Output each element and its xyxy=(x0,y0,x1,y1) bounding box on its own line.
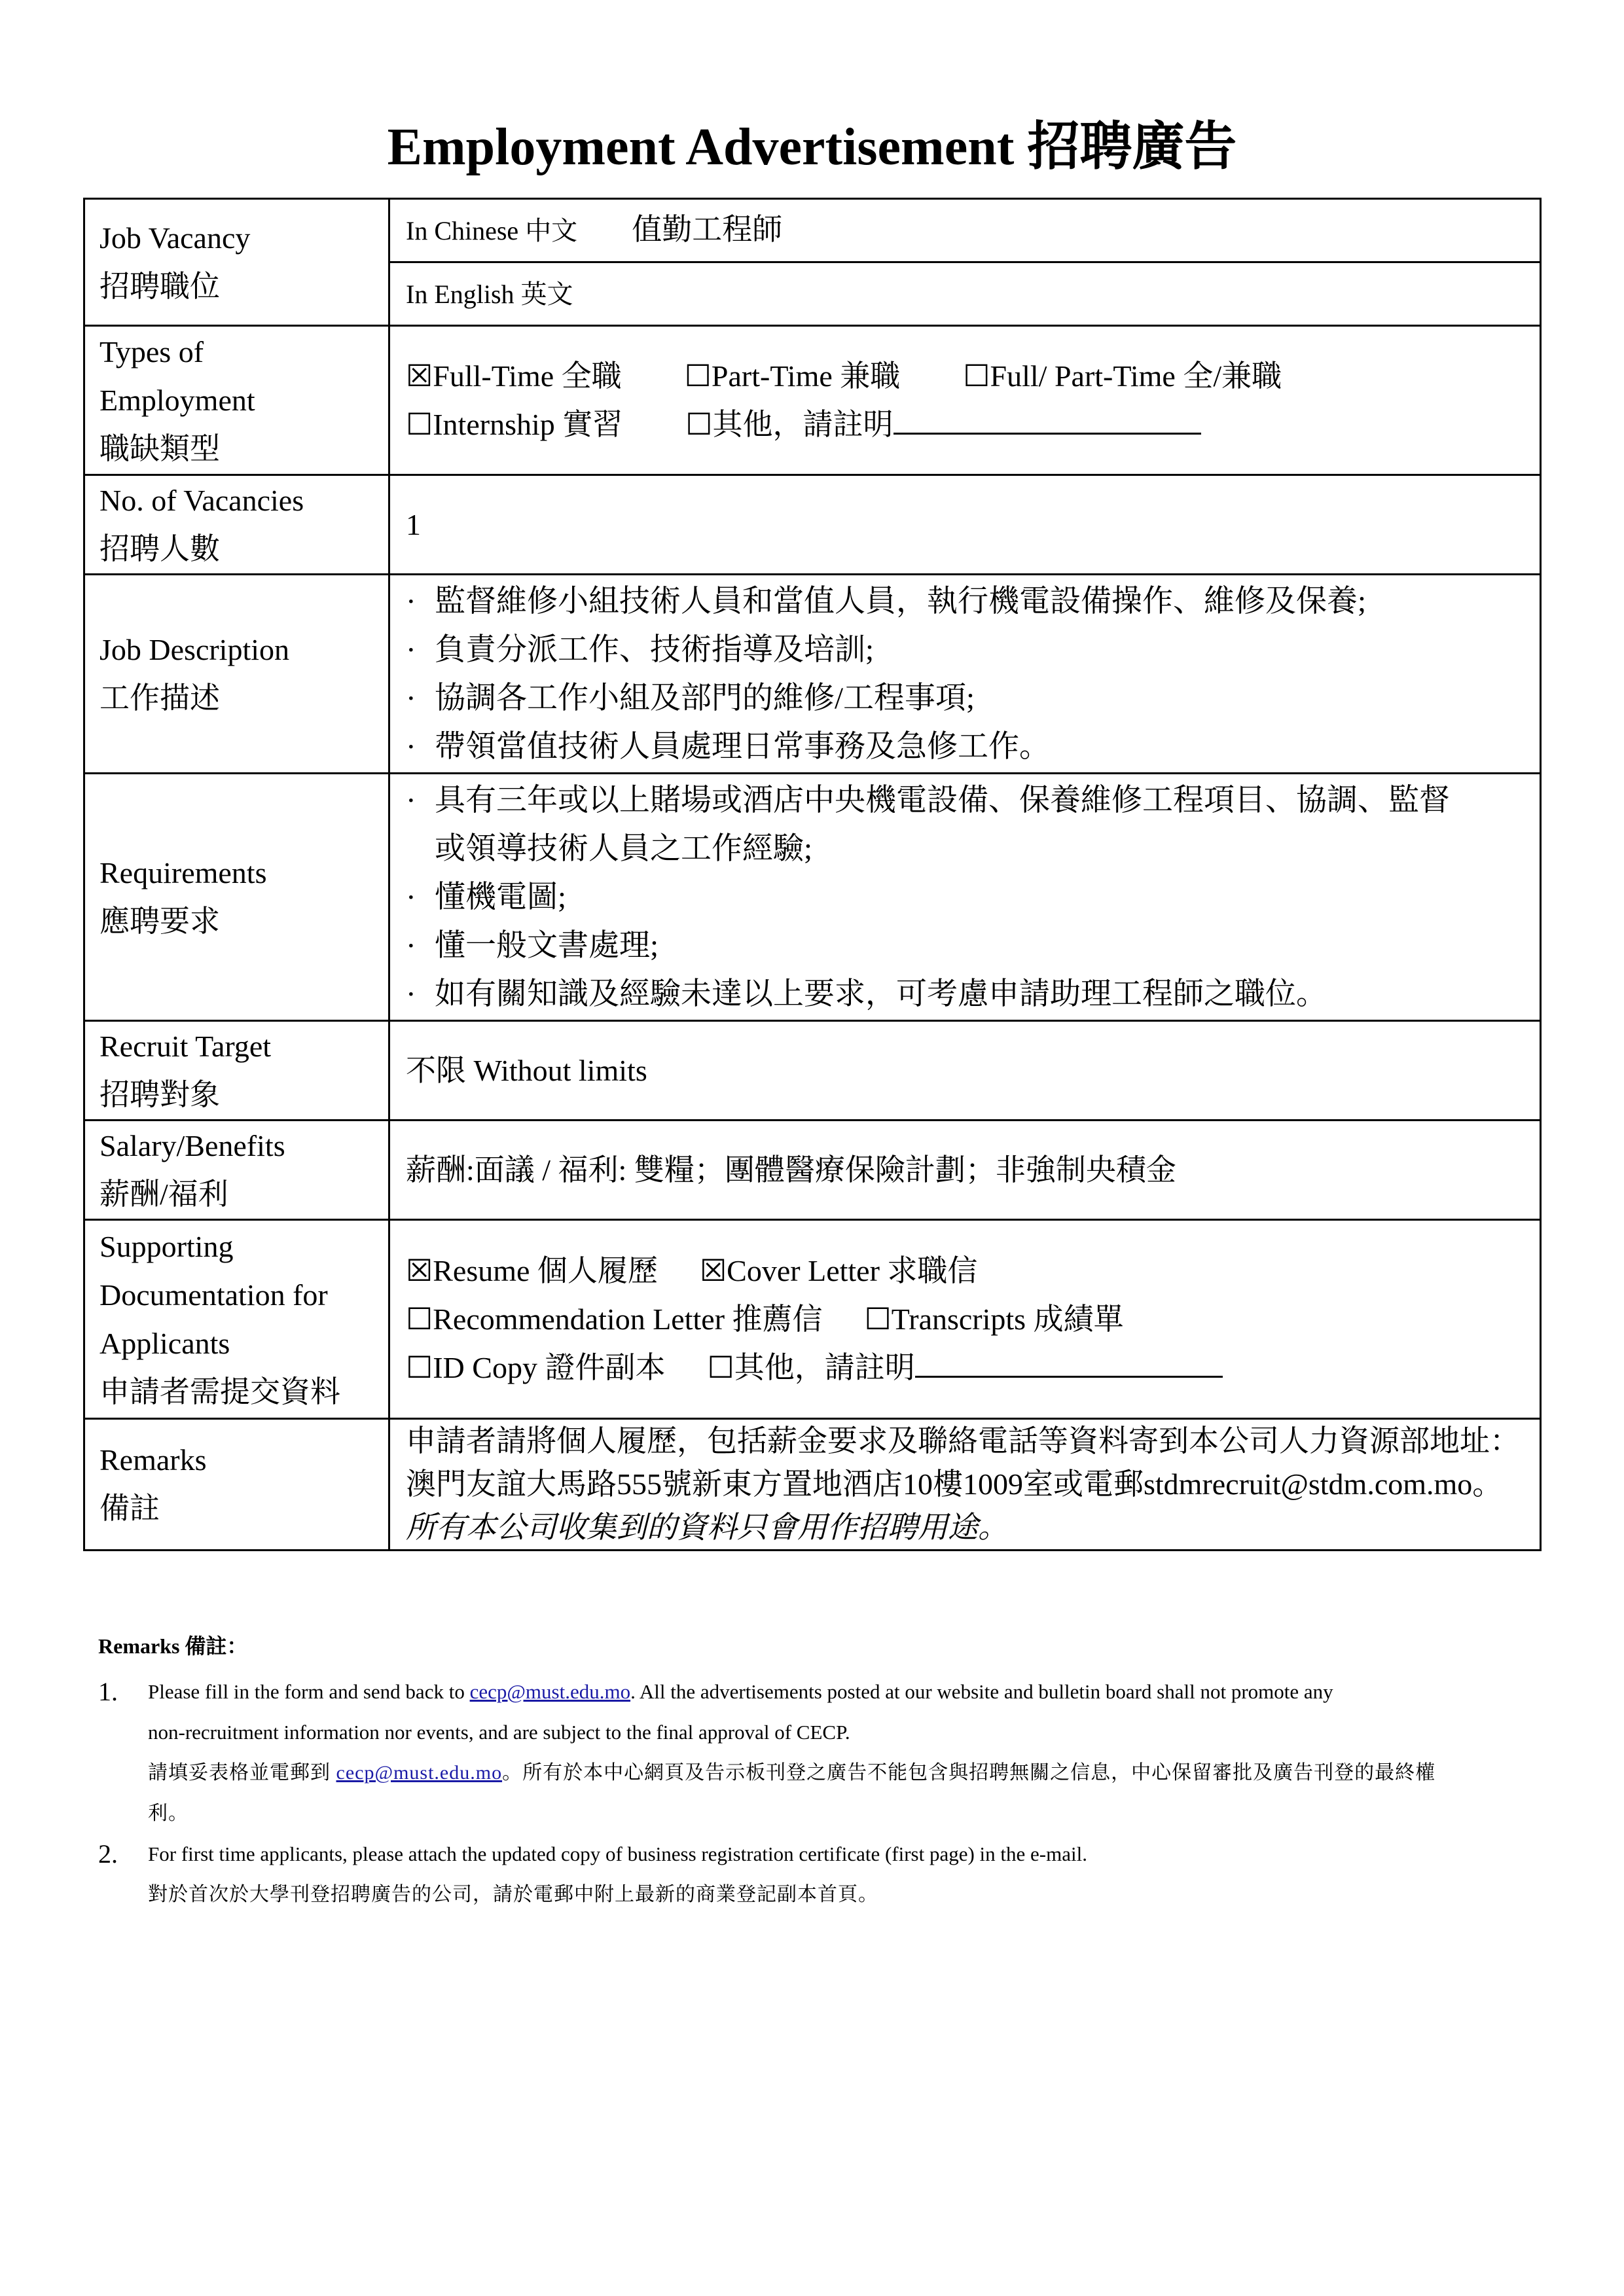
item-text: 懂一般文書處理; xyxy=(435,928,659,963)
employment-type-options xyxy=(389,326,1541,475)
item-text: 如有關知識及經驗未達以上要求，可考慮申請助理工程師之職位。 xyxy=(435,977,1327,1011)
note-number: 1. xyxy=(98,1677,118,1706)
label-vacancies xyxy=(84,475,389,575)
list-item xyxy=(406,674,1540,723)
option-full-time[interactable]: ☒Full-Time 全職 xyxy=(406,359,622,393)
email-link[interactable]: cecp@must.edu.mo xyxy=(469,1680,631,1703)
label-en-2: Employment xyxy=(99,383,255,417)
other-docs-blank[interactable] xyxy=(915,1347,1223,1378)
note-text-zh: 利。 xyxy=(148,1803,189,1824)
label-zh: 薪酬/福利 xyxy=(99,1177,228,1211)
field-english-title[interactable] xyxy=(389,262,1541,326)
bullet: · xyxy=(406,584,416,619)
label-remarks xyxy=(84,1419,389,1551)
bullet: · xyxy=(406,632,416,667)
notes-heading: Remarks 備註： xyxy=(98,1634,248,1658)
row-recruit-target xyxy=(84,1021,1541,1121)
row-vacancies xyxy=(84,475,1541,575)
list-item xyxy=(406,873,1540,922)
label-zh: 備註 xyxy=(99,1492,160,1525)
bullet: · xyxy=(406,783,416,817)
label-description xyxy=(84,575,389,774)
document-options xyxy=(389,1220,1541,1419)
note-text: For first time applicants, please attach the updated copy of business registration certificate (first page) in the e-mail. xyxy=(148,1842,1087,1865)
label-en: Requirements xyxy=(99,855,267,889)
list-item xyxy=(406,723,1540,771)
option-internship[interactable]: ☐Internship 實習 xyxy=(406,407,623,441)
option-part-time[interactable]: ☐Part-Time 兼職 xyxy=(684,359,901,393)
row-salary-benefits xyxy=(84,1121,1541,1220)
field-chinese-title[interactable] xyxy=(389,199,1541,262)
remarks-line: 澳門友誼大馬路555號新東方置地酒店10樓1009室或電郵stdmrecruit@stdm.com.mo。 xyxy=(406,1467,1503,1501)
label-en: Supporting xyxy=(99,1229,234,1263)
label-job-vacancy xyxy=(84,199,389,326)
item-text: 監督維修小組技術人員和當值人員，執行機電設備操作、維修及保養; xyxy=(435,584,1367,619)
bullet: · xyxy=(406,880,416,914)
label-en-2: Documentation for xyxy=(99,1278,328,1312)
bullet: · xyxy=(406,681,416,715)
option-recommendation-letter[interactable]: ☐Recommendation Letter 推薦信 xyxy=(406,1302,823,1336)
bullet: · xyxy=(406,928,416,963)
item-text: 懂機電圖; xyxy=(435,880,567,914)
label-en: Types of xyxy=(99,334,204,368)
list-item xyxy=(406,626,1540,674)
vacancies-value[interactable]: 1 xyxy=(389,475,1541,575)
label-types xyxy=(84,326,389,475)
option-cover-letter[interactable]: ☒Cover Letter 求職信 xyxy=(699,1253,978,1287)
label-target xyxy=(84,1021,389,1121)
other-specify-blank[interactable] xyxy=(893,404,1201,435)
label-requirements xyxy=(84,774,389,1021)
list-item xyxy=(406,922,1540,970)
label-zh: 工作描述 xyxy=(99,681,220,715)
page-title: Employment Advertisement 招聘廣告 xyxy=(387,118,1237,176)
label-en: Remarks xyxy=(99,1443,207,1477)
option-other-docs[interactable]: ☐其他，請註明 xyxy=(707,1350,915,1384)
label-salary xyxy=(84,1121,389,1220)
description-list[interactable] xyxy=(389,575,1541,774)
label-en: No. of Vacancies xyxy=(99,483,304,517)
target-value[interactable]: 不限 Without limits xyxy=(389,1021,1541,1121)
note-text: . All the advertisements posted at our website and bulletin board shall not promote any xyxy=(630,1680,1333,1703)
label-en: Salary/Benefits xyxy=(99,1128,285,1162)
remarks-line: 申請者請將個人履歷，包括薪金要求及聯絡電話等資料寄到本公司人力資源部地址： xyxy=(406,1424,1520,1458)
in-chinese-label: In Chinese 中文 xyxy=(406,216,578,245)
list-item-continued: 或領導技術人員之工作經驗; xyxy=(435,831,813,866)
note-text-zh: 請填妥表格並電郵到 xyxy=(148,1762,336,1784)
row-job-vacancy xyxy=(84,199,1541,262)
note-2 xyxy=(98,1834,1538,1915)
label-zh: 職缺類型 xyxy=(99,431,220,465)
label-en: Job Vacancy xyxy=(99,221,251,255)
list-item xyxy=(406,776,1540,825)
item-text: 具有三年或以上賭場或酒店中央機電設備、保養維修工程項目、協調、監督 xyxy=(435,783,1450,817)
list-item xyxy=(406,577,1540,626)
remarks-line-privacy: 所有本公司收集到的資料只會用作招聘用途。 xyxy=(406,1511,1008,1544)
chinese-title-value: 值勤工程師 xyxy=(632,213,783,246)
label-docs xyxy=(84,1220,389,1419)
option-id-copy[interactable]: ☐ID Copy 證件副本 xyxy=(406,1350,666,1384)
label-zh: 招聘人數 xyxy=(99,531,220,565)
bullet: · xyxy=(406,977,416,1011)
note-number: 2. xyxy=(98,1839,118,1869)
salary-value[interactable]: 薪酬:面議 / 福利: 雙糧；團體醫療保險計劃；非強制央積金 xyxy=(389,1121,1541,1220)
note-text-zh: 對於首次於大學刊登招聘廣告的公司，請於電郵中附上最新的商業登記副本首頁。 xyxy=(148,1884,878,1905)
option-transcripts[interactable]: ☐Transcripts 成績單 xyxy=(864,1302,1124,1336)
footnotes xyxy=(98,1630,1538,1915)
row-remarks xyxy=(84,1419,1541,1551)
option-full-part-time[interactable]: ☐Full/ Part-Time 全/兼職 xyxy=(963,359,1282,393)
advertisement-form xyxy=(83,198,1542,1551)
note-text: non-recruitment information nor events, and are subject to the final approval of CECP. xyxy=(148,1721,850,1744)
label-en: Job Description xyxy=(99,632,290,666)
label-zh: 招聘職位 xyxy=(99,269,220,303)
in-english-label: In English 英文 xyxy=(406,279,573,309)
list-item xyxy=(406,970,1540,1018)
label-zh: 應聘要求 xyxy=(99,904,220,938)
label-en: Recruit Target xyxy=(99,1029,272,1063)
item-text: 負責分派工作、技術指導及培訓; xyxy=(435,632,875,667)
row-supporting-docs xyxy=(84,1220,1541,1419)
note-text: Please fill in the form and send back to xyxy=(148,1680,470,1703)
remarks-value[interactable] xyxy=(389,1419,1541,1551)
label-en-3: Applicants xyxy=(99,1326,230,1360)
item-text: 帶領當值技術人員處理日常事務及急修工作。 xyxy=(435,729,1050,764)
option-resume[interactable]: ☒Resume 個人履歷 xyxy=(406,1253,658,1287)
item-text: 協調各工作小組及部門的維修/工程事項; xyxy=(435,681,975,715)
bullet: · xyxy=(406,729,416,764)
note-text-zh: 。所有於本中心網頁及告示板刊登之廣告不能包含與招聘無關之信息，中心保留審批及廣告刊登的最終權 xyxy=(502,1762,1436,1784)
option-other[interactable]: ☐其他，請註明 xyxy=(685,407,893,441)
requirements-list[interactable] xyxy=(389,774,1541,1021)
note-1 xyxy=(98,1672,1538,1834)
label-zh: 招聘對象 xyxy=(99,1077,220,1111)
email-link[interactable]: cecp@must.edu.mo xyxy=(336,1762,503,1784)
row-requirements xyxy=(84,774,1541,1021)
row-job-description xyxy=(84,575,1541,774)
row-types-of-employment xyxy=(84,326,1541,475)
label-zh: 申請者需提交資料 xyxy=(99,1374,340,1408)
